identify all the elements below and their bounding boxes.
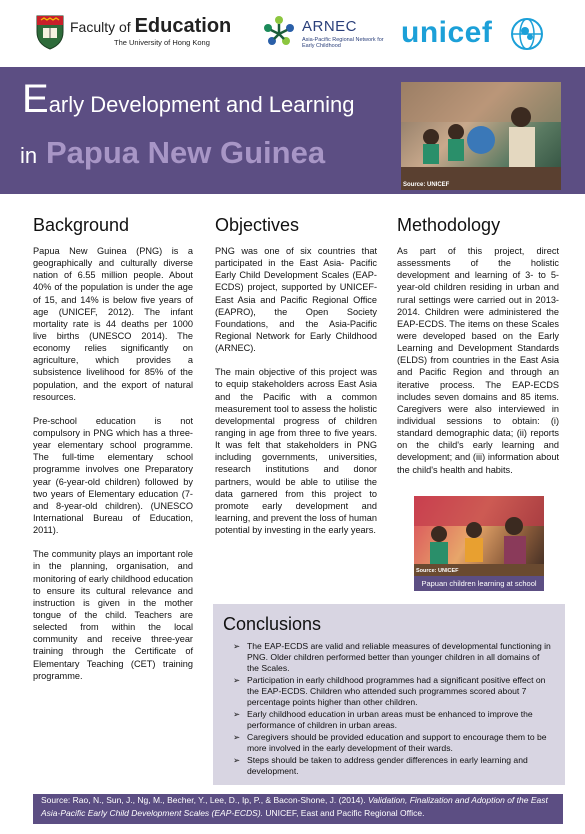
conclusion-item-text: Participation in early childhood programmes had a significant positive effect on the EAP-ECDS. Children who attended such programmes scored about 7 percentage points higher than other children. [247, 675, 546, 707]
arrow-bullet-icon: ➢ [233, 732, 241, 742]
background-paragraph-3: The community plays an important role in the planning, organisation, and monitoring of early childhood education to ensure its cultural relevance and instruction is given in the mother tongue of the child. Teachers are selected from within the local community and receive three-year training through the Certificate of Elementary Teaching (CET) training programme. [33, 549, 193, 681]
conclusion-item [233, 709, 553, 731]
citation-publisher: UNICEF, East and Pacific Regional Office. [263, 808, 425, 819]
methodology-column [397, 245, 559, 488]
banner-title-in: in [20, 143, 38, 168]
classroom-photo-illustration [401, 82, 561, 190]
hku-university: The University of Hong Kong [114, 38, 210, 47]
source-citation [33, 794, 563, 824]
banner-title-rest: arly Development and Learning [48, 92, 355, 117]
conclusion-item [233, 641, 553, 674]
hku-wordmark [70, 16, 231, 47]
methodology-photo-caption: Papuan children learning at school [414, 576, 544, 591]
background-column [33, 245, 193, 694]
methodology-heading: Methodology [397, 215, 501, 235]
arnec-wordmark [302, 19, 387, 50]
objectives-paragraph-2: The main objective of this project was to equip stakeholders across East Asia and the Pacific with a common measurement tool to assess the holistic developmental progress of children ranging in age from three to five years. It was felt that stakeholders in PNG including governments, universities, research institutions and donor partners, would be able to utilise the data garnered from this project to promote early development and learning, and prevent the loss of human potential by investing in the early years. [215, 367, 377, 536]
arnec-name: ARNEC [302, 18, 358, 35]
conclusion-item-text: Early childhood education in urban areas must be enhanced to improve the performance of children in urban areas. [247, 709, 533, 730]
background-paragraph-2: Pre-school education is not compulsory in PNG which has a three-year elementary school programme. The full-time elementary school programme involves one Preparatory year (6-year-old children) followed by two years of Elementary education (7- and 8-year-old children). (UNESCO International Bureau of Education, 2011). [33, 415, 193, 536]
hku-faculty-prefix: Faculty of [70, 19, 135, 35]
banner-title [22, 77, 355, 121]
conclusions-list [233, 641, 553, 778]
banner-photo-source: Source: UNICEF [403, 182, 450, 188]
arrow-bullet-icon: ➢ [233, 641, 241, 651]
arrow-bullet-icon: ➢ [233, 675, 241, 685]
background-paragraph-1: Papua New Guinea (PNG) is a geographically and culturally diverse nation of 6.55 million people. About 40% of the population is under the age of 15, and 14% is below five years of age (UNICEF, 2012). The infant mortality rate is 44 deaths per 1000 live births (UNESCO 2014). The economy relies significantly on agriculture, which provides a subsistence livelihood for 85% of the population, and the export of natural resources. [33, 246, 193, 402]
arnec-logo-icon [262, 14, 296, 48]
banner-photo [401, 82, 561, 190]
arrow-bullet-icon: ➢ [233, 709, 241, 719]
children-photo-illustration [414, 496, 544, 576]
background-heading: Background [33, 215, 130, 235]
conclusion-item [233, 732, 553, 754]
methodology-paragraph-1: As part of this project, direct assessments of the holistic development and learning of 3- to 5-year-old children residing in urban and rural settings were carried out in 2013-2014. Children were administered the EAP-ECDS. The items on these Scales were developed based on the Early Learning and Development Standards (ELDS) from countries in the East Asia and Pacific Region and through an iterative process. The EAP-ECDS includes seven domains and 85 items. Caregivers were also interviewed in individual sessions to obtain: (i) standard demographic data; (ii) reports on the child's early learning and development; and (iii) information about the child's health and habits. [397, 246, 559, 475]
conclusion-item [233, 755, 553, 777]
hku-faculty-name: Education [134, 15, 232, 37]
objectives-heading: Objectives [215, 215, 300, 235]
unicef-emblem-icon [510, 17, 544, 51]
conclusion-item-text: Steps should be taken to address gender differences in early learning and development. [247, 755, 528, 776]
methodology-photo-source: Source: UNICEF [416, 568, 459, 574]
objectives-column [215, 245, 377, 548]
conclusion-item-text: The EAP-ECDS are valid and reliable measures of developmental functioning in PNG. Older children performed better than younger children in all domains of the Scales. [247, 641, 551, 673]
citation-title: Validation, Finalization and Adoption of the East Asia-Pacific Early Child Development Scales (EAP-ECDS). [41, 795, 548, 819]
arrow-bullet-icon: ➢ [233, 755, 241, 765]
hku-crest-icon [35, 14, 65, 50]
banner-title-country: Papua New Guinea [46, 135, 326, 170]
methodology-photo [414, 496, 544, 576]
banner-title-initial: E [22, 77, 49, 121]
citation-authors: Source: Rao, N., Sun, J., Ng, M., Becher, Y., Lee, D., Ip, P., & Bacon-Shone, J. (2014). [41, 795, 368, 805]
objectives-paragraph-1: PNG was one of six countries that participated in the East Asia- Pacific Early Child Development Scales (EAP-ECDS) project, supported by UNICEF- East Asia and Pacific Regional Office (EAPRO), the Open Society Foundations, and the Asia-Pacific Regional Network for Early Childhood (ARNEC). [215, 246, 377, 354]
conclusions-heading: Conclusions [223, 614, 322, 634]
logo-header [0, 0, 585, 68]
arnec-full-name: Asia-Pacific Regional Network for Early Childhood [302, 37, 384, 50]
conclusion-item [233, 675, 553, 708]
unicef-wordmark: unicef [401, 16, 493, 49]
conclusions-box [213, 604, 565, 785]
conclusion-item-text: Caregivers should be provided education and support to encourage them to be more involved in the early development of their wards. [247, 732, 547, 753]
